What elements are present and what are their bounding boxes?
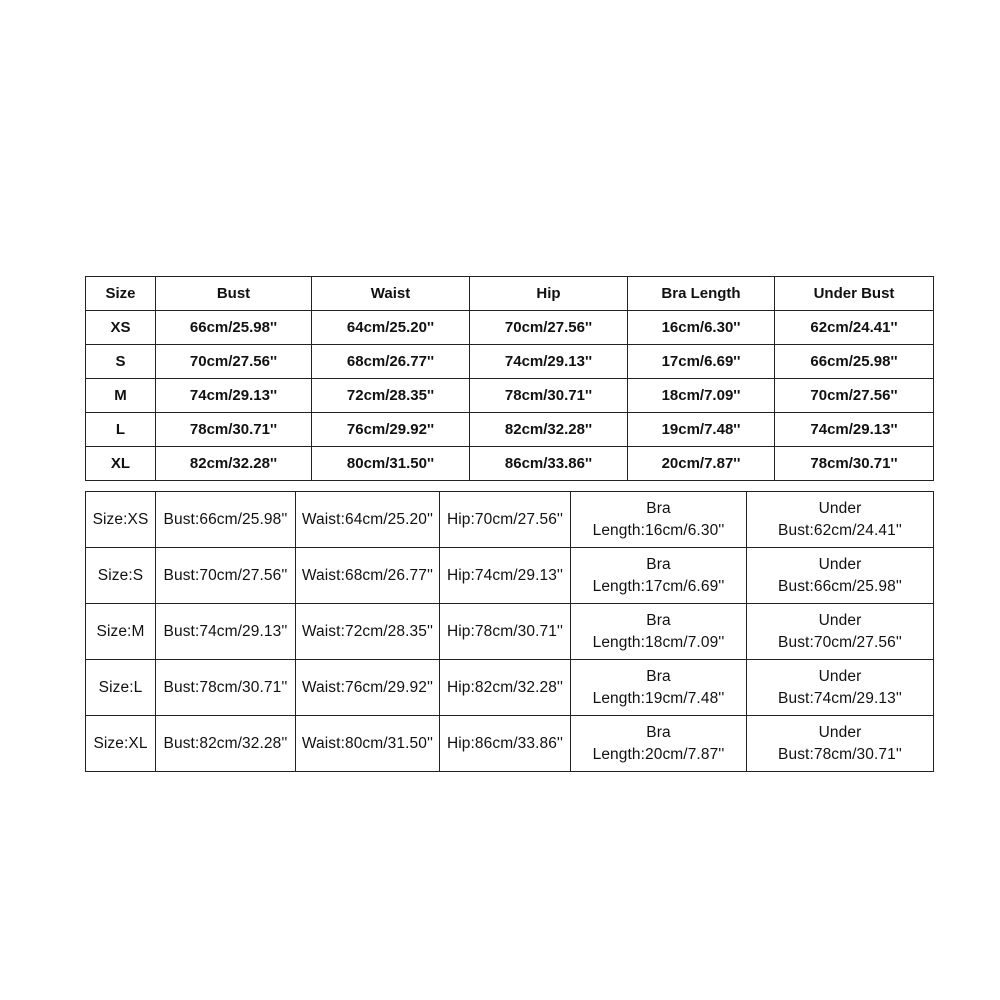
bust-cell: Bust:66cm/25.98'' — [156, 492, 296, 548]
bust-cell: Bust:74cm/29.13'' — [156, 604, 296, 660]
waist-cell: 72cm/28.35'' — [312, 379, 470, 413]
bust-cell: 82cm/32.28'' — [156, 447, 312, 481]
size-chart-table — [85, 276, 934, 481]
hip-cell: Hip:70cm/27.56'' — [440, 492, 571, 548]
waist-cell: Waist:68cm/26.77'' — [296, 548, 440, 604]
under-bust-cell: 78cm/30.71'' — [775, 447, 934, 481]
table-row — [86, 716, 934, 772]
bust-cell: Bust:82cm/32.28'' — [156, 716, 296, 772]
table-row — [86, 548, 934, 604]
size-cell: Size:M — [86, 604, 156, 660]
table-row — [86, 447, 934, 481]
hip-cell: Hip:82cm/32.28'' — [440, 660, 571, 716]
size-cell: S — [86, 345, 156, 379]
table-row — [86, 604, 934, 660]
bra-length-cell — [571, 492, 747, 548]
labeled-size-chart-table — [85, 491, 934, 772]
waist-cell: Waist:80cm/31.50'' — [296, 716, 440, 772]
size-cell: Size:S — [86, 548, 156, 604]
under-label: Under — [818, 723, 862, 741]
bra-label: Bra — [646, 555, 671, 573]
under-bust-cell: 62cm/24.41'' — [775, 311, 934, 345]
waist-cell: Waist:76cm/29.92'' — [296, 660, 440, 716]
under-bust-value: Bust:70cm/27.56'' — [778, 633, 902, 651]
bra-length-cell — [571, 716, 747, 772]
bra-length-cell — [571, 604, 747, 660]
under-label: Under — [818, 555, 862, 573]
under-bust-value: Bust:78cm/30.71'' — [778, 745, 902, 763]
bust-cell: 74cm/29.13'' — [156, 379, 312, 413]
header-cell-under-bust: Under Bust — [775, 277, 934, 311]
waist-cell: 68cm/26.77'' — [312, 345, 470, 379]
size-cell: XS — [86, 311, 156, 345]
header-cell-bra-length: Bra Length — [628, 277, 775, 311]
waist-cell: Waist:64cm/25.20'' — [296, 492, 440, 548]
under-bust-cell — [747, 548, 934, 604]
under-bust-cell: 66cm/25.98'' — [775, 345, 934, 379]
under-bust-cell — [747, 716, 934, 772]
bust-cell: 78cm/30.71'' — [156, 413, 312, 447]
size-cell: XL — [86, 447, 156, 481]
under-label: Under — [818, 611, 862, 629]
under-bust-value: Bust:62cm/24.41'' — [778, 521, 902, 539]
bra-length-cell: 17cm/6.69'' — [628, 345, 775, 379]
hip-cell: 70cm/27.56'' — [470, 311, 628, 345]
bra-label: Bra — [646, 611, 671, 629]
bra-label: Bra — [646, 499, 671, 517]
size-cell: L — [86, 413, 156, 447]
waist-cell: 76cm/29.92'' — [312, 413, 470, 447]
under-label: Under — [818, 667, 862, 685]
bra-length-cell: 16cm/6.30'' — [628, 311, 775, 345]
under-bust-cell: 74cm/29.13'' — [775, 413, 934, 447]
table-row — [86, 311, 934, 345]
bra-length-value: Length:18cm/7.09'' — [592, 633, 725, 651]
bust-cell: Bust:70cm/27.56'' — [156, 548, 296, 604]
size-chart-header-row — [86, 277, 934, 311]
hip-cell: Hip:78cm/30.71'' — [440, 604, 571, 660]
table-row — [86, 660, 934, 716]
bra-length-value: Length:16cm/6.30'' — [592, 521, 725, 539]
header-cell-bust: Bust — [156, 277, 312, 311]
bra-length-value: Length:17cm/6.69'' — [592, 577, 725, 595]
waist-cell: 64cm/25.20'' — [312, 311, 470, 345]
under-bust-value: Bust:74cm/29.13'' — [778, 689, 902, 707]
under-bust-cell — [747, 492, 934, 548]
size-cell: Size:L — [86, 660, 156, 716]
size-cell: Size:XS — [86, 492, 156, 548]
bra-length-cell — [571, 548, 747, 604]
size-cell: M — [86, 379, 156, 413]
table-row — [86, 413, 934, 447]
under-label: Under — [818, 499, 862, 517]
table-row — [86, 379, 934, 413]
table-row — [86, 345, 934, 379]
bra-length-value: Length:20cm/7.87'' — [592, 745, 725, 763]
waist-cell: Waist:72cm/28.35'' — [296, 604, 440, 660]
bust-cell: 66cm/25.98'' — [156, 311, 312, 345]
bra-length-cell: 18cm/7.09'' — [628, 379, 775, 413]
under-bust-cell — [747, 604, 934, 660]
bra-label: Bra — [646, 723, 671, 741]
header-cell-hip: Hip — [470, 277, 628, 311]
under-bust-cell — [747, 660, 934, 716]
bust-cell: Bust:78cm/30.71'' — [156, 660, 296, 716]
under-bust-cell: 70cm/27.56'' — [775, 379, 934, 413]
table-row — [86, 492, 934, 548]
bra-label: Bra — [646, 667, 671, 685]
bra-length-cell: 20cm/7.87'' — [628, 447, 775, 481]
hip-cell: Hip:74cm/29.13'' — [440, 548, 571, 604]
size-cell: Size:XL — [86, 716, 156, 772]
bra-length-value: Length:19cm/7.48'' — [592, 689, 725, 707]
bra-length-cell: 19cm/7.48'' — [628, 413, 775, 447]
hip-cell: 86cm/33.86'' — [470, 447, 628, 481]
hip-cell: 78cm/30.71'' — [470, 379, 628, 413]
hip-cell: 82cm/32.28'' — [470, 413, 628, 447]
bra-length-cell — [571, 660, 747, 716]
waist-cell: 80cm/31.50'' — [312, 447, 470, 481]
header-cell-size: Size — [86, 277, 156, 311]
hip-cell: Hip:86cm/33.86'' — [440, 716, 571, 772]
header-cell-waist: Waist — [312, 277, 470, 311]
bust-cell: 70cm/27.56'' — [156, 345, 312, 379]
hip-cell: 74cm/29.13'' — [470, 345, 628, 379]
under-bust-value: Bust:66cm/25.98'' — [778, 577, 902, 595]
